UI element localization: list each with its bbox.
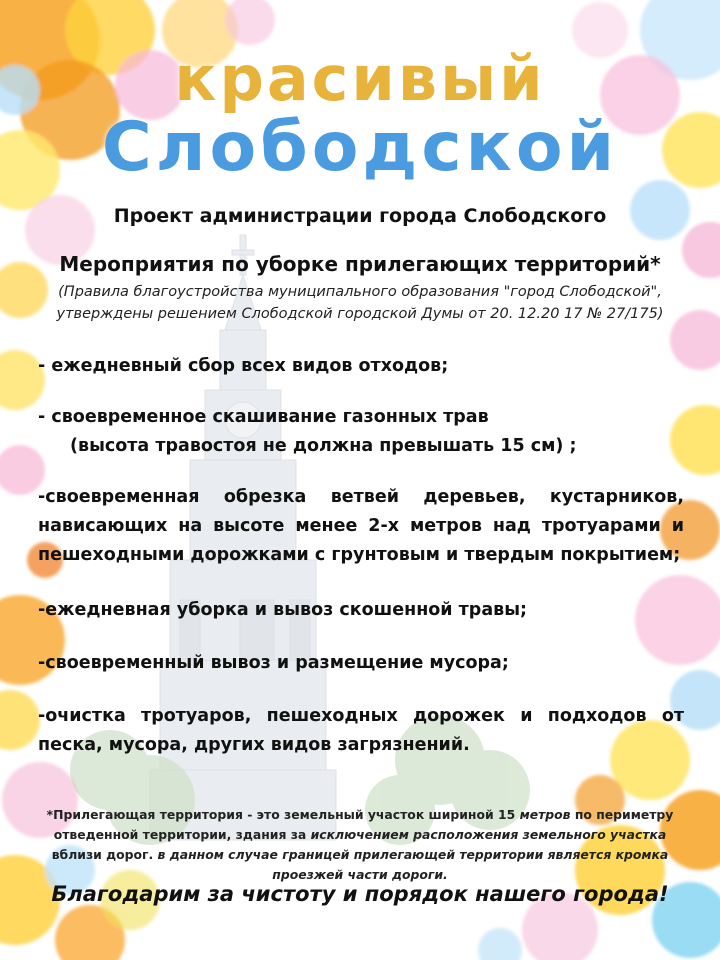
footnote-part4: исключением расположения земельного участка	[310, 827, 667, 842]
logo-word-slobodskoy: Слободской	[101, 108, 619, 187]
measure-item-branch-trimming: -своевременная обрезка ветвей деревьев, кустарников, нависающих на высоте менее 2-х метров над тротуарами и пешеходными дорожками с грунтовым и твердым покрытием;	[38, 487, 684, 565]
measure-item-grass-mowing	[38, 403, 684, 461]
measure-item-grass-removal: -ежедневная уборка и вывоз скошенной травы;	[38, 600, 528, 620]
logo-word-krasivy: красивый	[174, 42, 546, 115]
measure-item-grass-mowing-main: - своевременное скашивание газонных трав	[38, 407, 489, 427]
rules-note-line2: утверждены решением Слободской городской Думы от 20. 12.20 17 № 27/175)	[56, 306, 664, 322]
measure-item-garbage-removal: -своевременный вывоз и размещение мусора;	[38, 653, 509, 673]
measure-item-waste-collection: - ежедневный сбор всех видов отходов;	[38, 356, 449, 376]
measures-list	[38, 352, 684, 760]
events-title: Мероприятия по уборке прилегающих территорий*	[59, 252, 661, 276]
footnote-part3: по периметру отведенной территории, здания за	[53, 807, 674, 842]
project-title: Проект администрации города Слободского	[113, 205, 607, 227]
footnote-part6: в данном случае границей прилегающей территории является кромка проезжей части дороги.	[153, 847, 669, 882]
measure-item-sidewalk-cleaning: -очистка тротуаров, пешеходных дорожек и подходов от песка, мусора, других видов загрязнений.	[38, 706, 684, 755]
thanks-message: Благодарим за чистоту и порядок нашего города!	[51, 882, 669, 906]
footnote-part5: вблизи дорог.	[51, 847, 154, 862]
rules-note	[30, 281, 690, 325]
adjacent-territory-footnote	[45, 805, 675, 885]
footnote-part2: метров	[519, 807, 571, 822]
rules-note-line1: (Правила благоустройства муниципального образования "город Слободской",	[58, 284, 662, 300]
measure-item-grass-height-note: (высота травостоя не должна превышать 15 см) ;	[70, 436, 577, 456]
footnote-part1: *Прилегающая территория - это земельный участок шириной 15	[46, 807, 520, 822]
